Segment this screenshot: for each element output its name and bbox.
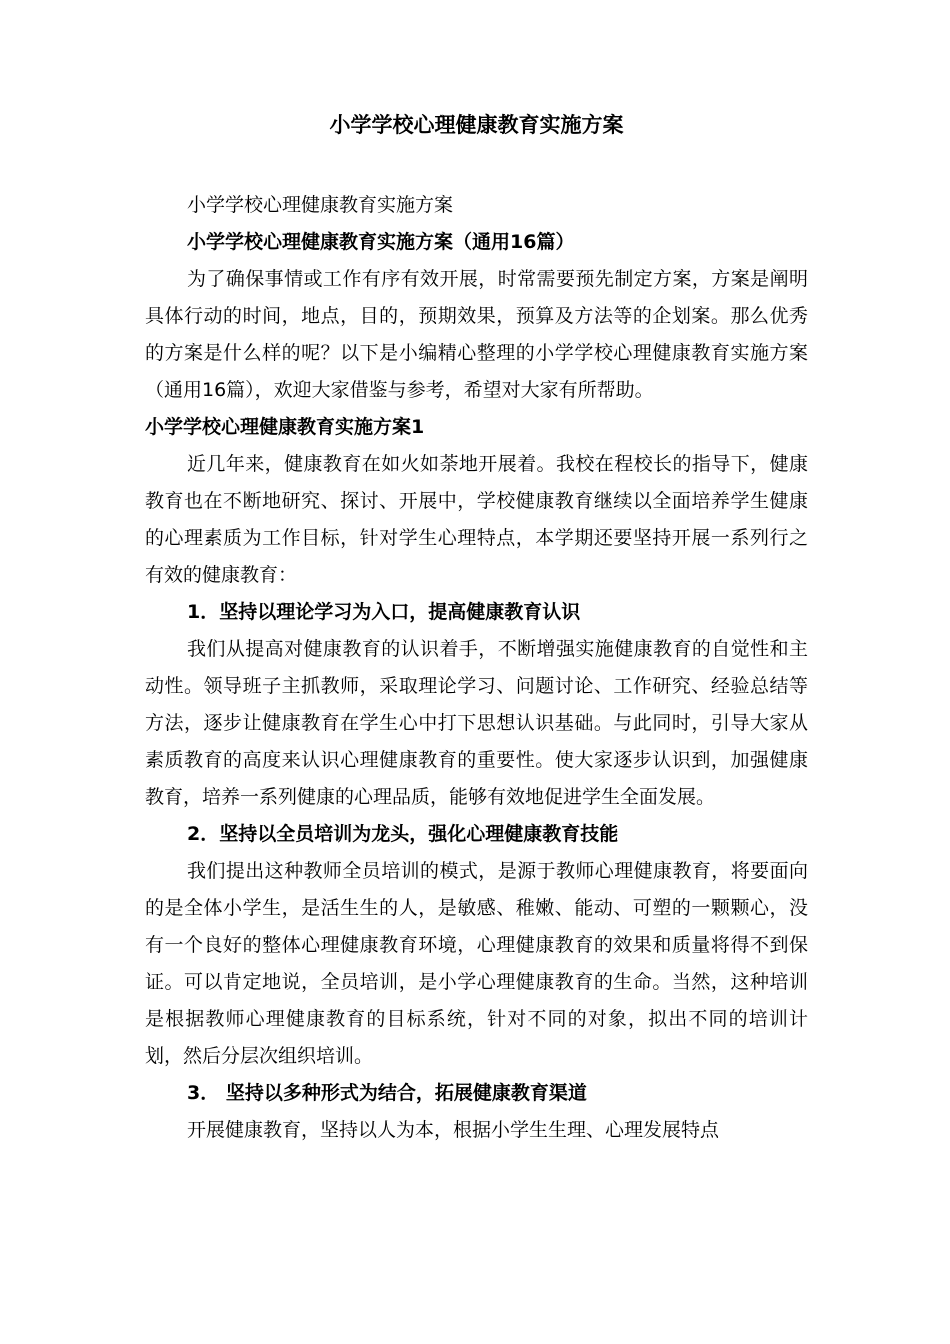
body-paragraph: 我们从提高对健康教育的认识着手，不断增强实施健康教育的自觉性和主动性。领导班子主抓教师，采取理论学习、问题讨论、工作研究、经验总结等方法，逐步让健康教育在学生心中打下思想认识基础。与此同时，引导大家从素质教育的高度来认识心理健康教育的重要性。使大家逐步认识到，加强健康教育，培养一系列健康的心理品质，能够有效地促进学生全面发展。 [145,638,808,808]
subtitle-paragraph: 小学学校心理健康教育实施方案 [187,194,454,216]
series-heading: 小学学校心理健康教育实施方案（通用16篇） [187,231,575,253]
point-heading-2: 2．坚持以全员培训为龙头，强化心理健康教育技能 [187,823,619,845]
document-page [145,100,808,1149]
point-heading-1: 1．坚持以理论学习为入口，提高健康教育认识 [187,601,581,623]
intro-paragraph: 为了确保事情或工作有序有效开展，时常需要预先制定方案，方案是阐明具体行动的时间，地点，目的，预期效果，预算及方法等的企划案。那么优秀的方案是什么样的呢？以下是小编精心整理的小学学校心理健康教育实施方案（通用16篇），欢迎大家借鉴与参考，希望对大家有所帮助。 [145,268,808,401]
body-paragraph: 开展健康教育，坚持以人为本，根据小学生生理、心理发展特点 [187,1119,720,1141]
body-paragraph: 我们提出这种教师全员培训的模式，是源于教师心理健康教育，将要面向的是全体小学生，是活生生的人，是敏感、稚嫩、能动、可塑的一颗颗心，没有一个良好的整体心理健康教育环境，心理健康教育的效果和质量将得不到保证。可以肯定地说，全员培训，是小学心理健康教育的生命。当然，这种培训是根据教师心理健康教育的目标系统，针对不同的对象，拟出不同的培训计划，然后分层次组织培训。 [145,860,808,1067]
point-heading-3: 3． 坚持以多种形式为结合，拓展健康教育渠道 [187,1082,587,1104]
body-paragraph: 近几年来，健康教育在如火如荼地开展着。我校在程校长的指导下，健康教育也在不断地研究、探讨、开展中，学校健康教育继续以全面培养学生健康的心理素质为工作目标，针对学生心理特点，本学期还要坚持开展一系列行之有效的健康教育： [145,453,808,586]
section-heading-1: 小学学校心理健康教育实施方案1 [145,416,425,438]
document-title: 小学学校心理健康教育实施方案 [329,113,624,137]
